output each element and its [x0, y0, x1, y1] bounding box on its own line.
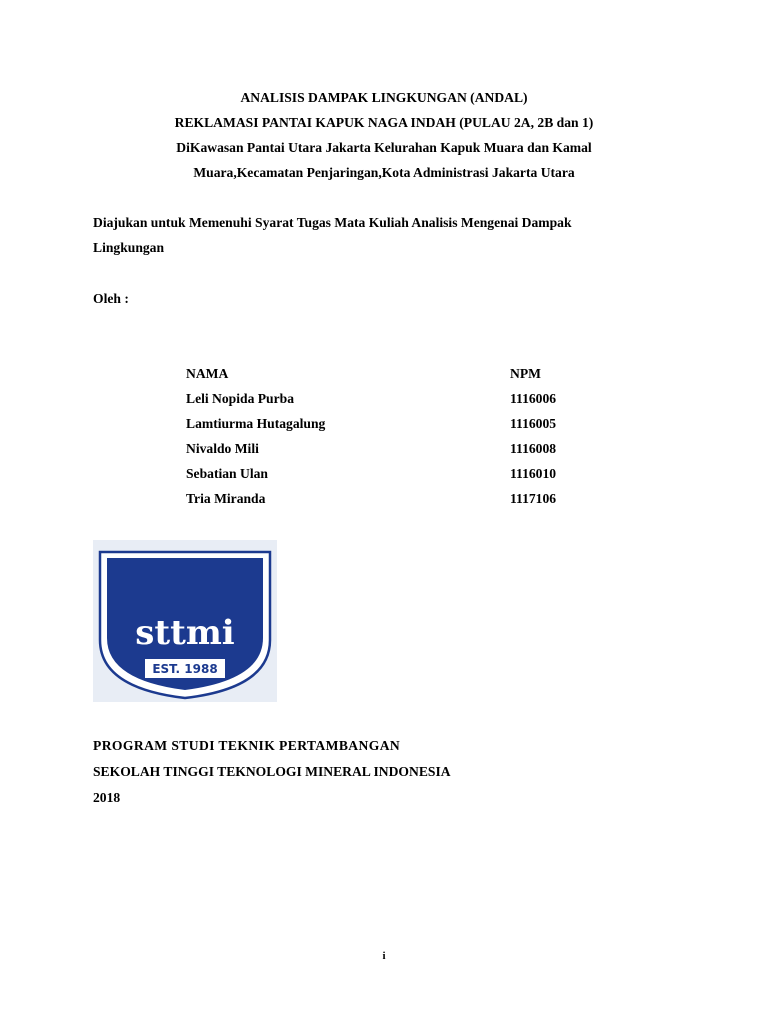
title-line-3: DiKawasan Pantai Utara Jakarta Kelurahan Kapuk Muara dan Kamal: [176, 140, 592, 155]
purpose-line-2: Lingkungan: [93, 240, 165, 255]
members-header-npm: NPM: [510, 366, 541, 381]
member-name: Nivaldo Mili: [186, 441, 259, 456]
title-line-4: Muara,Kecamatan Penjaringan,Kota Administrasi Jakarta Utara: [193, 165, 575, 180]
member-npm: 1116010: [510, 466, 557, 481]
footer-school: SEKOLAH TINGGI TEKNOLOGI MINERAL INDONESIA: [93, 764, 451, 779]
member-name: Sebatian Ulan: [186, 466, 268, 481]
title-line-2: REKLAMASI PANTAI KAPUK NAGA INDAH (PULAU 2A, 2B dan 1): [174, 115, 594, 130]
title-line-1: ANALISIS DAMPAK LINGKUNGAN (ANDAL): [240, 90, 528, 105]
by-label: Oleh :: [93, 291, 129, 306]
footer-year: 2018: [93, 790, 121, 805]
logo-wordmark: sttmi: [135, 613, 235, 653]
page-number: i: [382, 950, 386, 962]
member-name: Leli Nopida Purba: [186, 391, 295, 406]
member-npm: 1116005: [510, 416, 557, 431]
member-name: Lamtiurma Hutagalung: [186, 416, 326, 431]
member-npm: 1117106: [510, 491, 557, 506]
footer-program: PROGRAM STUDI TEKNIK PERTAMBANGAN: [93, 738, 401, 753]
member-npm: 1116006: [510, 391, 557, 406]
purpose-line-1: Diajukan untuk Memenuhi Syarat Tugas Mata Kuliah Analisis Mengenai Dampak: [93, 215, 572, 230]
members-header-name: NAMA: [186, 366, 229, 381]
member-name: Tria Miranda: [186, 491, 266, 506]
member-npm: 1116008: [510, 441, 557, 456]
logo-est-text: EST. 1988: [152, 662, 218, 676]
sttmi-logo: [93, 540, 277, 702]
